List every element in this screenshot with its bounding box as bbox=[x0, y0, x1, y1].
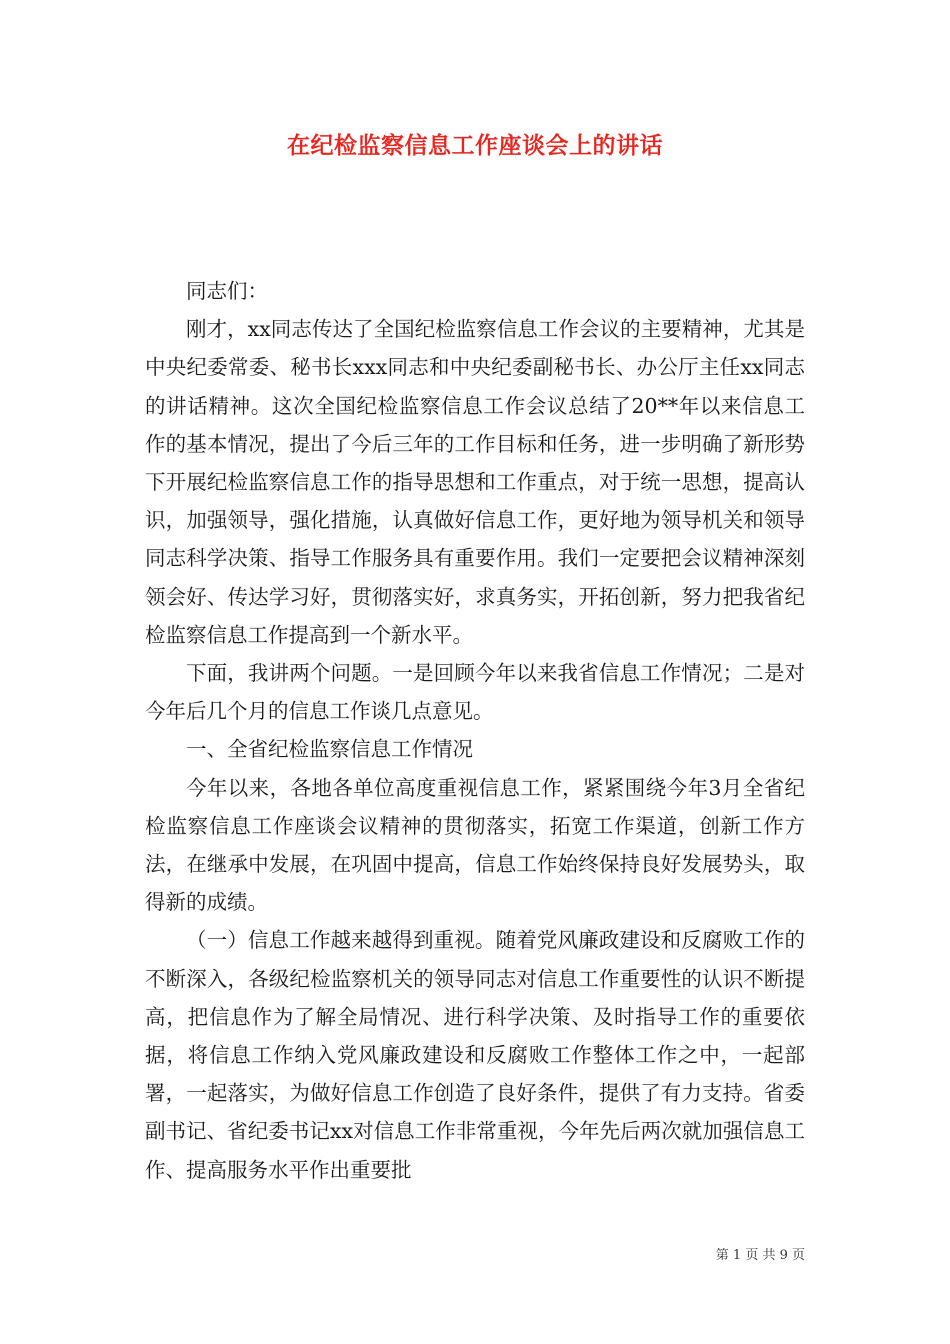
section-heading-1: 一、全省纪检监察信息工作情况 bbox=[186, 737, 473, 762]
paragraph-4: （一）信息工作越来越得到重视。随着党风廉政建设和反腐败工作的不断深入，各级纪检监察机关的领导同志对信息工作重要性的认识不断提高，把信息作为了解全局情况、进行科学决策、及时指导工作的重要依据，将信息工作纳入党风廉政建设和反腐败工作整体工作之中，一起部署，一起落实，为做好信息工作创造了良好条件，提供了有力支持。省委副书记、省纪委书记xx对信息工作非常重视，今年先后两次就加强信息工作、提高服务水平作出重要批 bbox=[145, 928, 805, 1182]
salutation: 同志们： bbox=[186, 279, 268, 303]
page-number-footer: 第 1 页 共 9 页 bbox=[715, 1248, 805, 1263]
paragraph-2: 下面，我讲两个问题。一是回顾今年以来我省信息工作情况；二是对今年后几个月的信息工作谈几点意见。 bbox=[145, 661, 805, 724]
paragraph-1: 刚才，xx同志传达了全国纪检监察信息工作会议的主要精神，尤其是中央纪委常委、秘书长xxx同志和中央纪委副秘书长、办公厅主任xx同志的讲话精神。这次全国纪检监察信息工作会议总结了20**年以来信息工作的基本情况，提出了今后三年的工作目标和任务，进一步明确了新形势下开展纪检监察信息工作的指导思想和工作重点，对于统一思想，提高认识，加强领导，强化措施，认真做好信息工作，更好地为领导机关和领导同志科学决策、指导工作服务具有重要作用。我们一定要把会议精神深刻领会好、传达学习好，贯彻落实好，求真务实，开拓创新，努力把我省纪检监察信息工作提高到一个新水平。 bbox=[145, 317, 805, 647]
document-title: 在纪检监察信息工作座谈会上的讲话 bbox=[287, 132, 663, 159]
document-body bbox=[145, 272, 805, 1189]
paragraph-3: 今年以来，各地各单位高度重视信息工作，紧紧围绕今年3月全省纪检监察信息工作座谈会议精神的贯彻落实，拓宽工作渠道，创新工作方法，在继承中发展，在巩固中提高，信息工作始终保持良好发展势头，取得新的成绩。 bbox=[145, 775, 805, 915]
